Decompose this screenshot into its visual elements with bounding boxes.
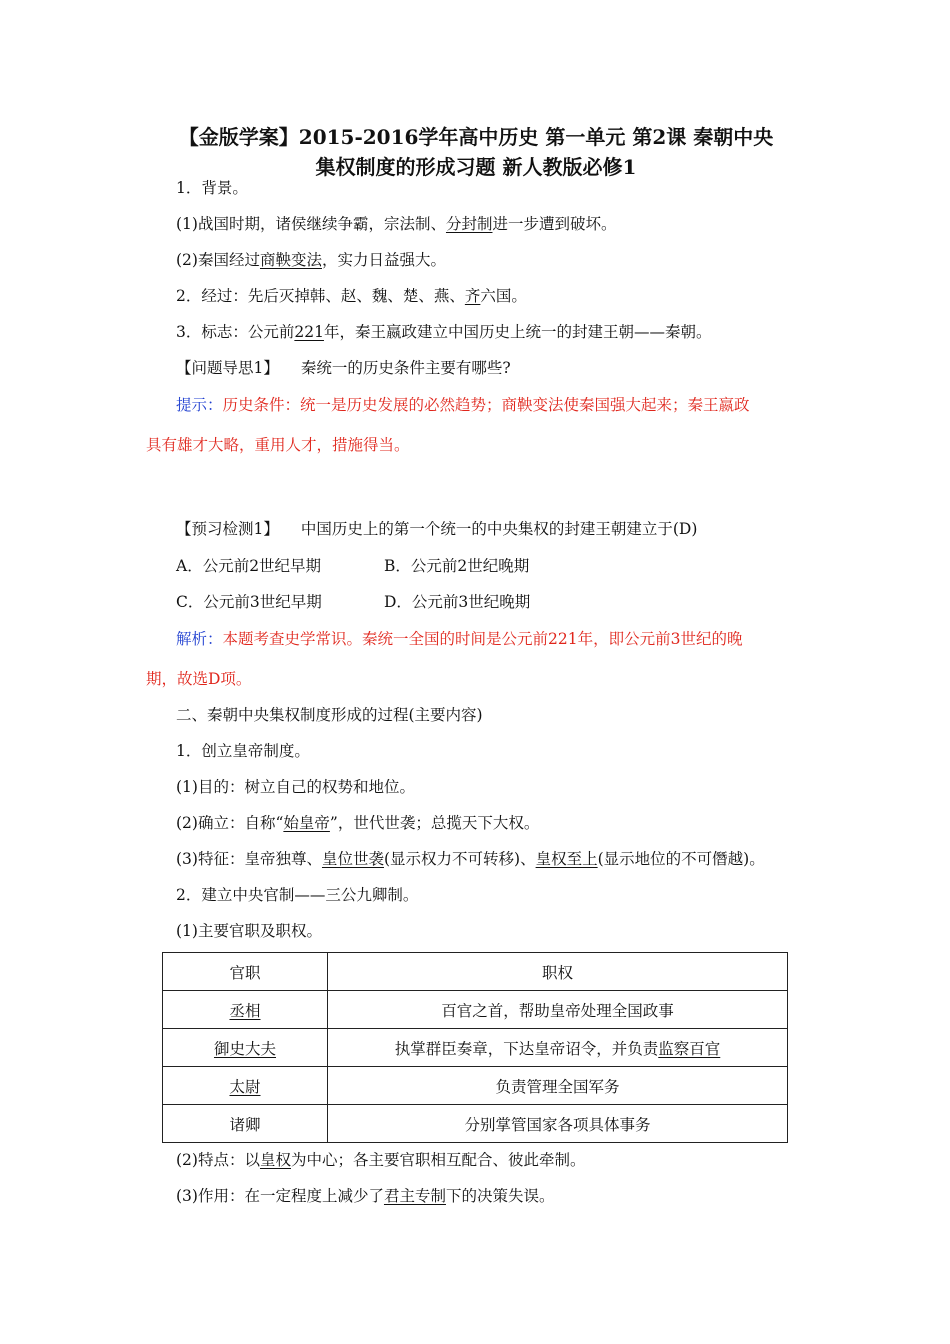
emperor-heading: 1．创立皇帝制度。 (176, 742, 310, 760)
question-label: 【问题导思1】 (176, 359, 279, 377)
post-name: 御史大夫 (213, 1039, 276, 1058)
answer-blank: 始皇帝 (283, 814, 330, 832)
duty-cell: 百官之首，帮助皇帝处理全国政事 (328, 991, 788, 1029)
title-line-1: 【金版学案】2015-2016学年高中历史 第一单元 第2课 秦朝中央 (178, 125, 774, 149)
answer-blank: 皇权至上 (535, 850, 598, 868)
answer-blank: 分封制 (445, 215, 493, 233)
header-post: 官职 (163, 953, 328, 991)
emperor-point-3: (3)特征：皇帝独尊、皇位世袭(显示权力不可转移)、皇权至上(显示地位的不可僭越)。 (176, 850, 765, 868)
emperor-point-2: (2)确立：自称“始皇帝”，世代世袭；总揽天下大权。 (176, 814, 540, 832)
answer-blank: 监察百官 (658, 1039, 721, 1058)
question-text: 秦统一的历史条件主要有哪些? (300, 359, 511, 377)
answer-blank: 齐 (464, 287, 481, 305)
table-header-row (163, 953, 788, 991)
analysis-line-2: 期，故选D项。 (146, 670, 252, 688)
background-heading: 1．背景。 (176, 179, 248, 197)
header-duty: 职权 (328, 953, 788, 991)
option-a: A．公元前2世纪早期 (176, 557, 322, 575)
answer-blank: 皇位世袭 (321, 850, 384, 868)
option-d: D．公元前3世纪晚期 (384, 593, 531, 611)
section-2-heading: 二、秦朝中央集权制度形成的过程(主要内容) (176, 706, 483, 724)
hint-line-2: 具有雄才大略，重用人才，措施得当。 (146, 436, 410, 454)
preview-question: 中国历史上的第一个统一的中央集权的封建王朝建立于(D) (300, 520, 698, 538)
emperor-point-1: (1)目的：树立自己的权势和地位。 (176, 778, 415, 796)
preview-label: 【预习检测1】 (176, 520, 279, 538)
preview-check-1 (176, 518, 697, 540)
analysis-label: 解析： (176, 630, 223, 648)
answer-blank: 皇权 (259, 1151, 291, 1169)
duty-cell: 执掌群臣奏章，下达皇帝诏令，并负责监察百官 (328, 1029, 788, 1067)
table-row (163, 1067, 788, 1105)
duty-cell: 分别掌管国家各项具体事务 (328, 1105, 788, 1143)
table-row (163, 991, 788, 1029)
officials-table (162, 952, 788, 1143)
central-point-1: (1)主要官职及职权。 (176, 922, 322, 940)
option-c: C．公元前3世纪早期 (176, 593, 322, 611)
symbol-point: 3．标志：公元前221年，秦王嬴政建立中国历史上统一的封建王朝——秦朝。 (176, 323, 712, 341)
analysis-line-1: 解析：本题考查史学常识。秦统一全国的时间是公元前221年，即公元前3世纪的晚 (176, 630, 743, 648)
process-point: 2．经过：先后灭掉韩、赵、魏、楚、燕、齐六国。 (176, 287, 527, 305)
central-point-2: (2)特点：以皇权为中心；各主要官职相互配合、彼此牵制。 (176, 1151, 586, 1169)
hint-line-1: 提示：历史条件：统一是历史发展的必然趋势；商鞅变法使秦国强大起来；秦王嬴政 (176, 396, 750, 414)
question-guide-1 (176, 357, 511, 379)
duty-cell: 负责管理全国军务 (328, 1067, 788, 1105)
options-row-2 (176, 591, 530, 613)
background-point-1: (1)战国时期，诸侯继续争霸，宗法制、分封制进一步遭到破坏。 (176, 215, 617, 233)
options-row-1 (176, 555, 529, 577)
central-point-3: (3)作用：在一定程度上减少了君主专制下的决策失误。 (176, 1187, 555, 1205)
central-heading: 2．建立中央官制——三公九卿制。 (176, 886, 419, 904)
answer-blank: 221 (294, 323, 324, 341)
title-line-2: 集权制度的形成习题 新人教版必修1 (315, 155, 637, 179)
post-name: 太尉 (229, 1077, 261, 1096)
table-row (163, 1029, 788, 1067)
table-row (163, 1105, 788, 1143)
option-b: B．公元前2世纪晚期 (384, 557, 530, 575)
answer-blank: 君主专制 (383, 1187, 446, 1205)
answer-blank: 商鞅变法 (259, 251, 322, 269)
background-point-2: (2)秦国经过商鞅变法，实力日益强大。 (176, 251, 446, 269)
post-name: 诸卿 (163, 1105, 328, 1143)
document-title (146, 122, 806, 182)
hint-label: 提示： (176, 396, 223, 414)
post-name: 丞相 (229, 1001, 261, 1020)
